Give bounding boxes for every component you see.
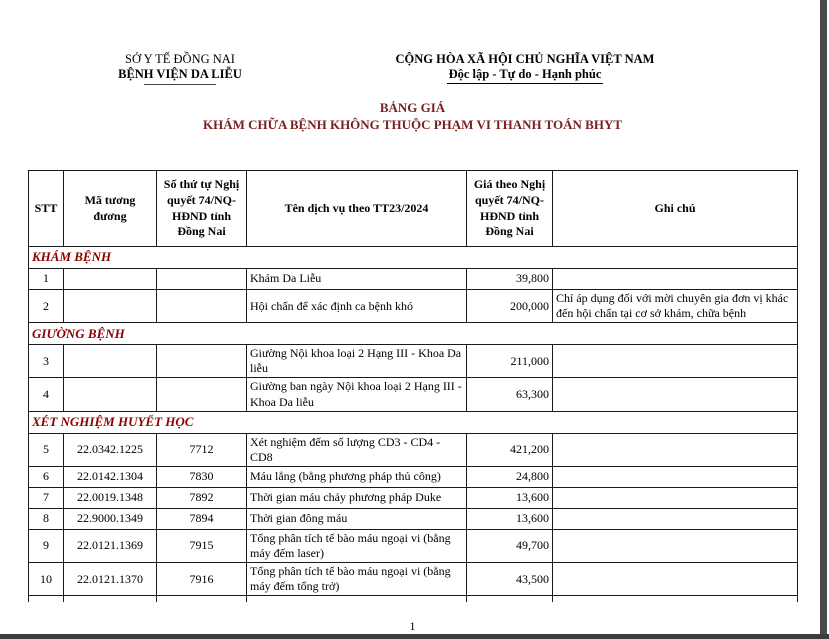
document-title [28,99,797,133]
cell-gia: 200,000 [467,290,553,323]
cell-so-thu-tu [157,290,247,323]
cell-so-thu-tu: 7830 [157,466,247,487]
cell-ten-dich-vu: Máu lắng (bằng phương pháp thủ công) [247,466,467,487]
cell-ma-tuong-duong [64,269,157,290]
page-number: 1 [409,619,416,633]
org-name: SỞ Y TẾ ĐỒNG NAI [125,52,235,66]
table-row [29,345,798,378]
cell-ma-tuong-duong: 22.0142.1304 [64,466,157,487]
table-row [29,508,798,529]
table-row [29,269,798,290]
cell-ma-tuong-duong [64,345,157,378]
cell-ma-tuong-duong: 22.0121.1369 [64,529,157,562]
cell-ten-dich-vu: Thời gian đông máu [247,508,467,529]
cell-ghi-chu [553,529,798,562]
cell-ten-dich-vu: Giường ban ngày Nội khoa loại 2 Hạng III - Khoa Da liễu [247,378,467,411]
title-line1: BẢNG GIÁ [379,100,446,115]
cell-ghi-chu [553,487,798,508]
border-stub [63,596,64,602]
cutoff-row-border-stubs [28,596,797,602]
table-row [29,378,798,411]
cell-so-thu-tu: 7712 [157,433,247,466]
cell-gia: 13,600 [467,508,553,529]
window-edge-bottom [0,634,829,639]
cell-so-thu-tu [157,345,247,378]
cell-ghi-chu [553,508,798,529]
table-row [29,487,798,508]
col-header-ghi-chu: Ghi chú [553,171,798,247]
cell-so-thu-tu: 7915 [157,529,247,562]
cell-ghi-chu [553,345,798,378]
window-edge-right [820,0,827,639]
cell-ma-tuong-duong: 22.0342.1225 [64,433,157,466]
cell-gia: 63,300 [467,378,553,411]
cell-gia: 211,000 [467,345,553,378]
cell-so-thu-tu [157,378,247,411]
cell-ma-tuong-duong: 22.9000.1349 [64,508,157,529]
cell-stt: 8 [29,508,64,529]
price-table-wrap [28,170,798,602]
cell-so-thu-tu: 7892 [157,487,247,508]
cell-gia: 49,700 [467,529,553,562]
cell-ghi-chu [553,563,798,596]
hospital-name: BỆNH VIỆN DA LIỄU [118,67,242,81]
national-motto: Độc lập - Tự do - Hạnh phúc [447,67,604,84]
section-label: GIƯỜNG BỆNH [29,323,798,345]
cell-gia: 13,600 [467,487,553,508]
national-title: CỘNG HÒA XÃ HỘI CHỦ NGHĨA VIỆT NAM [395,52,655,66]
table-row [29,466,798,487]
border-stub [156,596,157,602]
cell-gia: 24,800 [467,466,553,487]
section-row [29,247,798,269]
cell-so-thu-tu [157,269,247,290]
table-row [29,529,798,562]
cell-ma-tuong-duong: 22.0121.1370 [64,563,157,596]
border-stub [552,596,553,602]
section-label: KHÁM BỆNH [29,247,798,269]
cell-ten-dich-vu: Tổng phân tích tế bào máu ngoại vi (bằng máy đếm laser) [247,529,467,562]
org-block [40,52,320,85]
table-row [29,290,798,323]
border-stub [246,596,247,602]
col-header-ma-tuong-duong: Mã tương đương [64,171,157,247]
price-table-body [29,247,798,596]
cell-stt: 3 [29,345,64,378]
border-stub [28,596,29,602]
cell-gia: 421,200 [467,433,553,466]
cell-ghi-chu [553,466,798,487]
table-row [29,563,798,596]
cell-ten-dich-vu: Thời gian máu chảy phương pháp Duke [247,487,467,508]
table-header-row [29,171,798,247]
col-header-gia: Giá theo Nghị quyết 74/NQ-HĐND tỉnh Đồng Nai [467,171,553,247]
section-row [29,411,798,433]
cell-stt: 10 [29,563,64,596]
table-row [29,433,798,466]
section-label: XÉT NGHIỆM HUYẾT HỌC [29,411,798,433]
cell-ten-dich-vu: Xét nghiệm đếm số lượng CD3 - CD4 - CD8 [247,433,467,466]
cell-ghi-chu: Chỉ áp dụng đối với mời chuyên gia đơn vị khác đến hội chẩn tại cơ sở khám, chữa bệnh [553,290,798,323]
cell-ma-tuong-duong: 22.0019.1348 [64,487,157,508]
cell-stt: 2 [29,290,64,323]
cell-stt: 9 [29,529,64,562]
col-header-stt: STT [29,171,64,247]
cell-ma-tuong-duong [64,378,157,411]
cell-stt: 1 [29,269,64,290]
org-underline-rule [144,84,216,85]
price-table [28,170,798,596]
cell-ten-dich-vu: Hội chẩn để xác định ca bệnh khó [247,290,467,323]
cell-ghi-chu [553,433,798,466]
cell-so-thu-tu: 7916 [157,563,247,596]
col-header-so-thu-tu: Số thứ tự Nghị quyết 74/NQ-HĐND tỉnh Đồng Nai [157,171,247,247]
cell-ghi-chu [553,378,798,411]
cell-gia: 39,800 [467,269,553,290]
cell-gia: 43,500 [467,563,553,596]
cell-stt: 7 [29,487,64,508]
cell-stt: 4 [29,378,64,411]
col-header-ten-dich-vu: Tên dịch vụ theo TT23/2024 [247,171,467,247]
cell-stt: 6 [29,466,64,487]
cell-ten-dich-vu: Tổng phân tích tế bào máu ngoại vi (bằng máy đếm tổng trở) [247,563,467,596]
cell-stt: 5 [29,433,64,466]
cell-ghi-chu [553,269,798,290]
border-stub [797,596,798,602]
title-line2: KHÁM CHỮA BỆNH KHÔNG THUỘC PHẠM VI THANH TOÁN BHYT [202,117,623,132]
cell-so-thu-tu: 7894 [157,508,247,529]
cell-ma-tuong-duong [64,290,157,323]
border-stub [466,596,467,602]
national-motto-block [345,52,705,84]
section-row [29,323,798,345]
cell-ten-dich-vu: Giường Nội khoa loại 2 Hạng III - Khoa Da liễu [247,345,467,378]
cell-ten-dich-vu: Khám Da Liễu [247,269,467,290]
